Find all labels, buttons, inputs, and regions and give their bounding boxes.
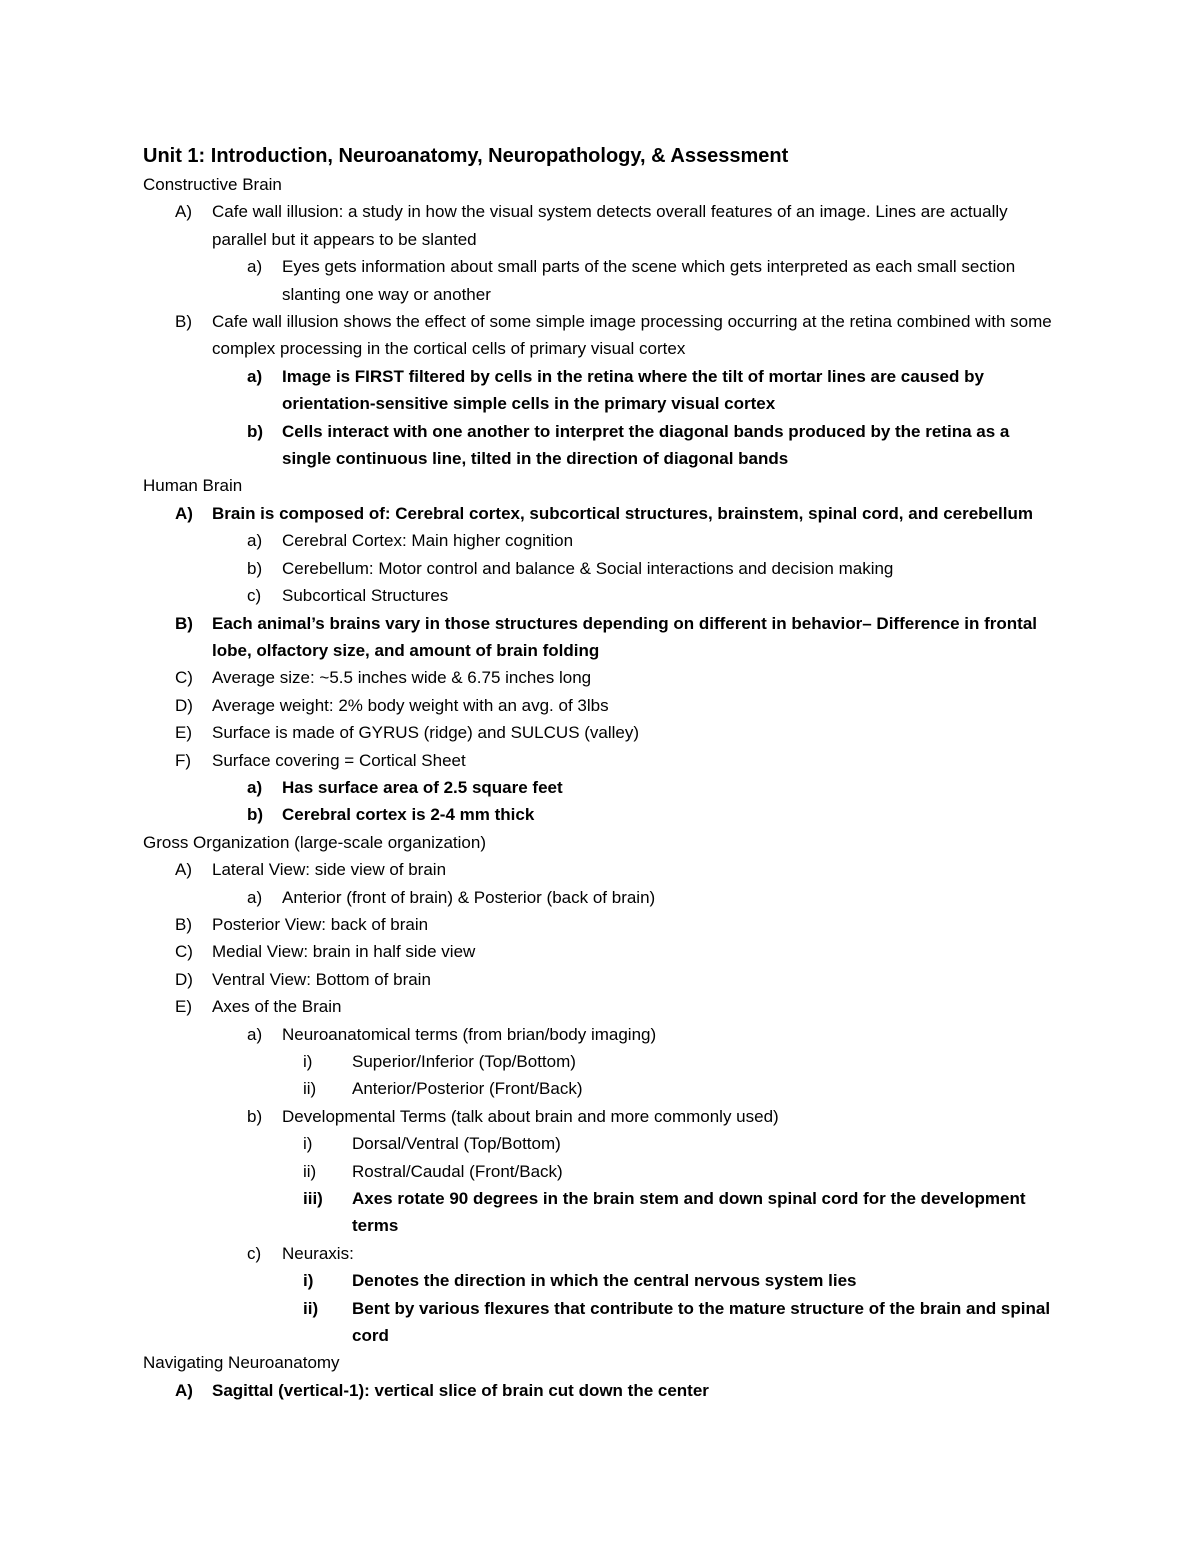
outline-marker: D) [175, 695, 193, 715]
outline-item-text: Brain is composed of: Cerebral cortex, subcortical structures, brainstem, spinal cord, and cerebellum [212, 503, 1033, 523]
section-heading [143, 171, 1063, 198]
outline-item [143, 1185, 1063, 1240]
outline-marker: B) [175, 312, 192, 332]
outline-item [143, 582, 1063, 609]
outline-item [143, 1240, 1063, 1267]
outline-item-text: Cafe wall illusion: a study in how the visual system detects overall features of an image. Lines are actually parallel but it appears to be slanted [212, 202, 1008, 249]
section-heading [143, 472, 1063, 499]
outline-item [143, 555, 1063, 582]
outline-marker: A) [175, 860, 192, 880]
section-heading [143, 1349, 1063, 1376]
outline-item-text: Medial View: brain in half side view [212, 942, 476, 962]
document-content [143, 141, 1063, 1404]
outline-item-text: Cerebral cortex is 2-4 mm thick [282, 805, 535, 825]
outline-item [143, 993, 1063, 1020]
outline-item [143, 884, 1063, 911]
outline-item-text: Cafe wall illusion shows the effect of some simple image processing occurring at the retina combined with some complex processing in the cortical cells of primary visual cortex [212, 312, 1052, 359]
outline-item-text: Surface is made of GYRUS (ridge) and SULCUS (valley) [212, 723, 640, 743]
outline-marker: B) [175, 613, 193, 633]
outline-item-text: Each animal’s brains vary in those structures depending on different in behavior– Difference in frontal lobe, olfactory size, and amount of brain folding [212, 613, 1037, 660]
outline-marker: c) [247, 586, 262, 606]
outline-marker: A) [175, 202, 192, 222]
outline-item [143, 308, 1063, 363]
section-heading-text: Constructive Brain [143, 175, 282, 194]
section-heading-text: Gross Organization (large-scale organization) [143, 832, 486, 852]
outline-item [143, 1130, 1063, 1157]
outline-item-text: Axes rotate 90 degrees in the brain stem and down spinal cord for the development terms [352, 1189, 1026, 1236]
outline-item [143, 418, 1063, 473]
outline-item [143, 774, 1063, 801]
outline-item-text: Developmental Terms (talk about brain and more commonly used) [282, 1106, 779, 1126]
outline-marker: a) [247, 1024, 263, 1044]
outline-item-text: Sagittal (vertical-1): vertical slice of brain cut down the center [212, 1380, 709, 1400]
section-heading-text: Navigating Neuroanatomy [143, 1353, 340, 1373]
outline-item-text: Denotes the direction in which the central nervous system lies [352, 1271, 857, 1291]
outline-marker: i) [303, 1271, 314, 1291]
outline-item [143, 1295, 1063, 1350]
outline-marker: b) [247, 558, 263, 578]
outline-marker: a) [247, 531, 263, 551]
outline-item [143, 527, 1063, 554]
outline-item [143, 253, 1063, 308]
outline-item [143, 500, 1063, 527]
outline-item-text: Rostral/Caudal (Front/Back) [352, 1161, 563, 1181]
outline-item [143, 801, 1063, 828]
outline-marker: i) [303, 1052, 313, 1071]
outline-item [143, 719, 1063, 746]
outline-item-text: Anterior/Posterior (Front/Back) [352, 1079, 583, 1099]
outline-item-text: Has surface area of 2.5 square feet [282, 777, 563, 797]
outline-item-text: Cells interact with one another to interpret the diagonal bands produced by the retina as a single continuous line, tilted in the direction of diagonal bands [282, 421, 1010, 469]
outline-item-text: Eyes gets information about small parts of the scene which gets interpreted as each small section slanting one way or another [282, 257, 1016, 304]
outline-item-text: Posterior View: back of brain [212, 914, 429, 934]
outline-item [143, 363, 1063, 418]
outline-item-text: Average size: ~5.5 inches wide & 6.75 inches long [212, 668, 592, 688]
document-title: Unit 1: Introduction, Neuroanatomy, Neuropathology, & Assessment [143, 145, 789, 167]
outline-marker: ii) [303, 1161, 317, 1181]
outline-item-text: Bent by various flexures that contribute to the mature structure of the brain and spinal cord [352, 1298, 1051, 1346]
outline-item-text: Surface covering = Cortical Sheet [212, 750, 466, 770]
outline-item [143, 1158, 1063, 1185]
outline-marker: b) [247, 805, 264, 825]
outline-item [143, 1021, 1063, 1048]
outline-item [143, 664, 1063, 691]
outline-marker: i) [303, 1134, 313, 1154]
outline-item [143, 1075, 1063, 1102]
outline-marker: b) [247, 1106, 263, 1126]
outline-item-text: Dorsal/Ventral (Top/Bottom) [352, 1134, 561, 1154]
section-heading [143, 829, 1063, 856]
outline-item [143, 1377, 1063, 1404]
section-heading-text: Human Brain [143, 476, 243, 496]
outline-item-text: Subcortical Structures [282, 586, 449, 606]
outline-item-text: Neuroanatomical terms (from brian/body imaging) [282, 1024, 657, 1044]
outline-item [143, 856, 1063, 883]
outline-marker: B) [175, 914, 192, 934]
outline-item [143, 911, 1063, 938]
outline-marker: iii) [303, 1189, 323, 1209]
outline-marker: F) [175, 750, 192, 770]
outline-item-text: Anterior (front of brain) & Posterior (back of brain) [282, 887, 656, 907]
outline-item-text: Average weight: 2% body weight with an avg. of 3lbs [212, 695, 609, 715]
outline-marker: b) [247, 421, 264, 441]
outline-item [143, 198, 1063, 253]
outline-marker: A) [175, 1380, 193, 1400]
outline-marker: c) [247, 1243, 262, 1263]
outline-marker: ii) [303, 1298, 319, 1318]
outline-marker: ii) [303, 1079, 317, 1099]
outline-marker: E) [175, 997, 192, 1017]
outline-marker: a) [247, 257, 263, 277]
outline-marker: D) [175, 969, 193, 989]
outline-marker: E) [175, 723, 192, 743]
outline-marker: C) [175, 668, 193, 688]
outline-item-text: Lateral View: side view of brain [212, 860, 447, 880]
outline-marker: a) [247, 366, 263, 386]
outline-item [143, 938, 1063, 965]
outline-marker: A) [175, 503, 193, 523]
outline-item [143, 692, 1063, 719]
outline-marker: C) [175, 942, 193, 962]
outline-item-text: Axes of the Brain [212, 997, 342, 1017]
outline-item [143, 1267, 1063, 1294]
outline-item-text: Neuraxis: [282, 1243, 354, 1263]
outline-item [143, 1048, 1063, 1075]
outline-item [143, 966, 1063, 993]
outline-item-text: Ventral View: Bottom of brain [212, 969, 431, 989]
outline-item-text: Cerebral Cortex: Main higher cognition [282, 531, 574, 551]
outline-item [143, 747, 1063, 774]
outline-marker: a) [247, 777, 263, 797]
outline-item [143, 610, 1063, 665]
outline-item-text: Image is FIRST filtered by cells in the retina where the tilt of mortar lines are caused by orientation-sensitive simple cells in the primary visual cortex [282, 366, 984, 414]
outline-item-text: Superior/Inferior (Top/Bottom) [352, 1052, 576, 1071]
outline-item-text: Cerebellum: Motor control and balance & Social interactions and decision making [282, 558, 894, 578]
outline-marker: a) [247, 887, 263, 907]
outline-item [143, 1103, 1063, 1130]
outline-list [143, 171, 1063, 1404]
